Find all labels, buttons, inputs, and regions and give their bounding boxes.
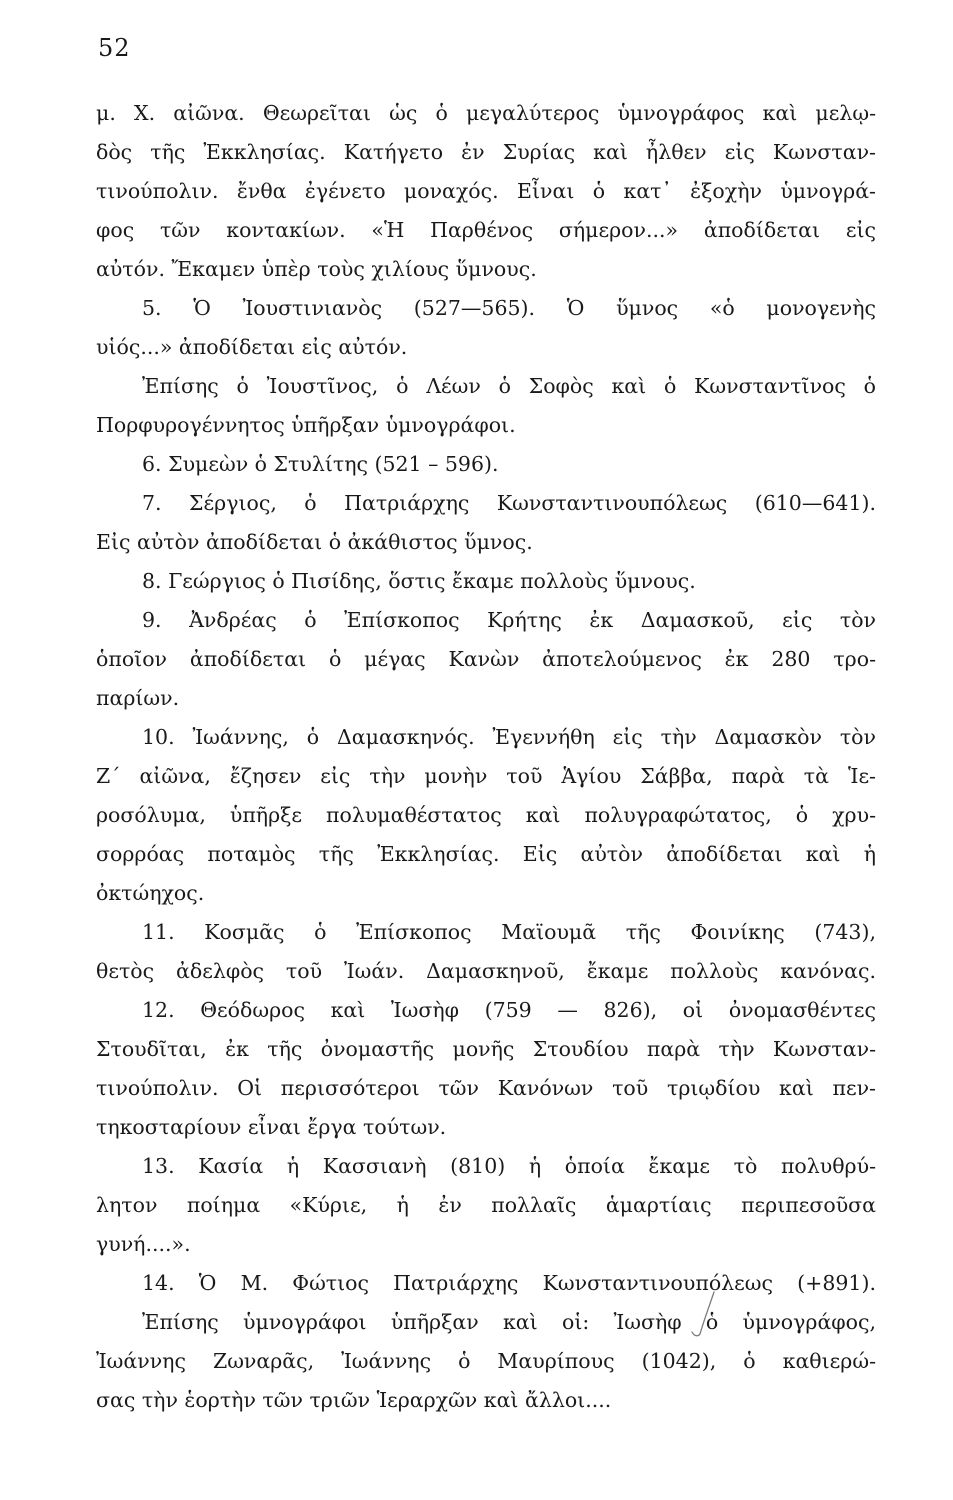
page-number: 52 <box>98 34 131 62</box>
text-line: τινούπολιν. ἔνθα ἐγένετο μοναχός. Εἶναι ὁ κατ᾽ ἐξοχὴν ὑμνογρά- <box>96 179 876 203</box>
text-line: Ἰωάννης Ζωναρᾶς, Ἰωάννης ὁ Μαυρίπους (1042), ὁ καθιερώ- <box>96 1349 876 1373</box>
text-line: υἱός...» ἀποδίδεται εἰς αὐτόν. <box>96 335 408 359</box>
text-line: Στουδῖται, ἐκ τῆς ὀνομαστῆς μονῆς Στουδίου παρὰ τὴν Κωνσταν- <box>96 1037 876 1061</box>
body-text <box>96 94 876 1420</box>
text-line: 9. Ἀνδρέας ὁ Ἐπίσκοπος Κρήτης ἐκ Δαμασκοῦ, εἰς τὸν <box>142 608 876 632</box>
text-line: σας τὴν ἑορτὴν τῶν τριῶν Ἱεραρχῶν καὶ ἄλλοι.... <box>96 1388 612 1412</box>
text-line: Ἐπίσης ὁ Ἰουστῖνος, ὁ Λέων ὁ Σοφὸς καὶ ὁ Κωνσταντῖνος ὁ <box>142 374 876 398</box>
text-line: 7. Σέργιος, ὁ Πατριάρχης Κωνσταντινουπόλεως (610—641). <box>142 491 876 515</box>
text-line: Εἰς αὐτὸν ἀποδίδεται ὁ ἀκάθιστος ὕμνος. <box>96 530 533 554</box>
text-line: 12. Θεόδωρος καὶ Ἰωσὴφ (759 — 826), οἱ ὀνομασθέντες <box>142 998 876 1022</box>
text-line: ροσόλυμα, ὑπῆρξε πολυμαθέστατος καὶ πολυγραφώτατος, ὁ χρυ- <box>96 803 876 827</box>
text-line: 11. Κοσμᾶς ὁ Ἐπίσκοπος Μαϊουμᾶ τῆς Φοινίκης (743), <box>142 920 876 944</box>
text-line: 13. Κασία ἡ Κασσιανὴ (810) ἡ ὁποία ἔκαμε τὸ πολυθρύ- <box>142 1154 876 1178</box>
text-line: γυνή....». <box>96 1232 191 1256</box>
text-line: Πορφυρογέννητος ὑπῆρξαν ὑμνογράφοι. <box>96 413 516 437</box>
text-line: Ἐπίσης ὑμνογράφοι ὑπῆρξαν καὶ οἱ: Ἰωσὴφ ὁ ὑμνογράφος, <box>142 1310 876 1334</box>
text-line: φος τῶν κοντακίων. «Ἡ Παρθένος σήμερον...» ἀποδίδεται εἰς <box>96 218 876 242</box>
text-line: θετὸς ἀδελφὸς τοῦ Ἰωάν. Δαμασκηνοῦ, ἔκαμε πολλοὺς κανόνας. <box>96 959 876 983</box>
text-line: ὀκτώηχος. <box>96 881 205 905</box>
text-line: τινούπολιν. Οἱ περισσότεροι τῶν Κανόνων τοῦ τριῳδίου καὶ πεν- <box>96 1076 876 1100</box>
text-line: 6. Συμεὼν ὁ Στυλίτης (521 – 596). <box>142 452 499 476</box>
text-line: μ. Χ. αἰῶνα. Θεωρεῖται ὡς ὁ μεγαλύτερος ὑμνογράφος καὶ μελῳ- <box>96 101 876 125</box>
text-line: δὸς τῆς Ἐκκλησίας. Κατήγετο ἐν Συρίας καὶ ἦλθεν εἰς Κωνσταν- <box>96 140 876 164</box>
text-line: παρίων. <box>96 686 180 710</box>
text-line: τηκοσταρίουν εἶναι ἔργα τούτων. <box>96 1115 447 1139</box>
pen-mark <box>684 1290 724 1340</box>
text-line: σορρόας ποταμὸς τῆς Ἐκκλησίας. Εἰς αὐτὸν ἀποδίδεται καὶ ἡ <box>96 842 876 866</box>
text-line: ὁποῖον ἀποδίδεται ὁ μέγας Κανὼν ἀποτελούμενος ἐκ 280 τρο- <box>96 647 876 671</box>
text-line: 10. Ἰωάννης, ὁ Δαμασκηνός. Ἐγεννήθη εἰς τὴν Δαμασκὸν τὸν <box>142 725 876 749</box>
text-line: 5. Ὁ Ἰουστινιανὸς (527—565). Ὁ ὕμνος «ὁ μονογενὴς <box>142 296 876 320</box>
text-line: 14. Ὁ Μ. Φώτιος Πατριάρχης Κωνσταντινουπόλεως (+891). <box>142 1271 876 1295</box>
text-line: 8. Γεώργιος ὁ Πισίδης, ὅστις ἔκαμε πολλοὺς ὕμνους. <box>142 569 696 593</box>
text-line: αὐτόν. Ἔκαμεν ὑπὲρ τοὺς χιλίους ὕμνους. <box>96 257 537 281</box>
text-line: Ζ´ αἰῶνα, ἔζησεν εἰς τὴν μονὴν τοῦ Ἁγίου Σάββα, παρὰ τὰ Ἱε- <box>96 764 876 788</box>
text-line: λητον ποίημα «Κύριε, ἡ ἐν πολλαῖς ἁμαρτίαις περιπεσοῦσα <box>96 1193 876 1217</box>
